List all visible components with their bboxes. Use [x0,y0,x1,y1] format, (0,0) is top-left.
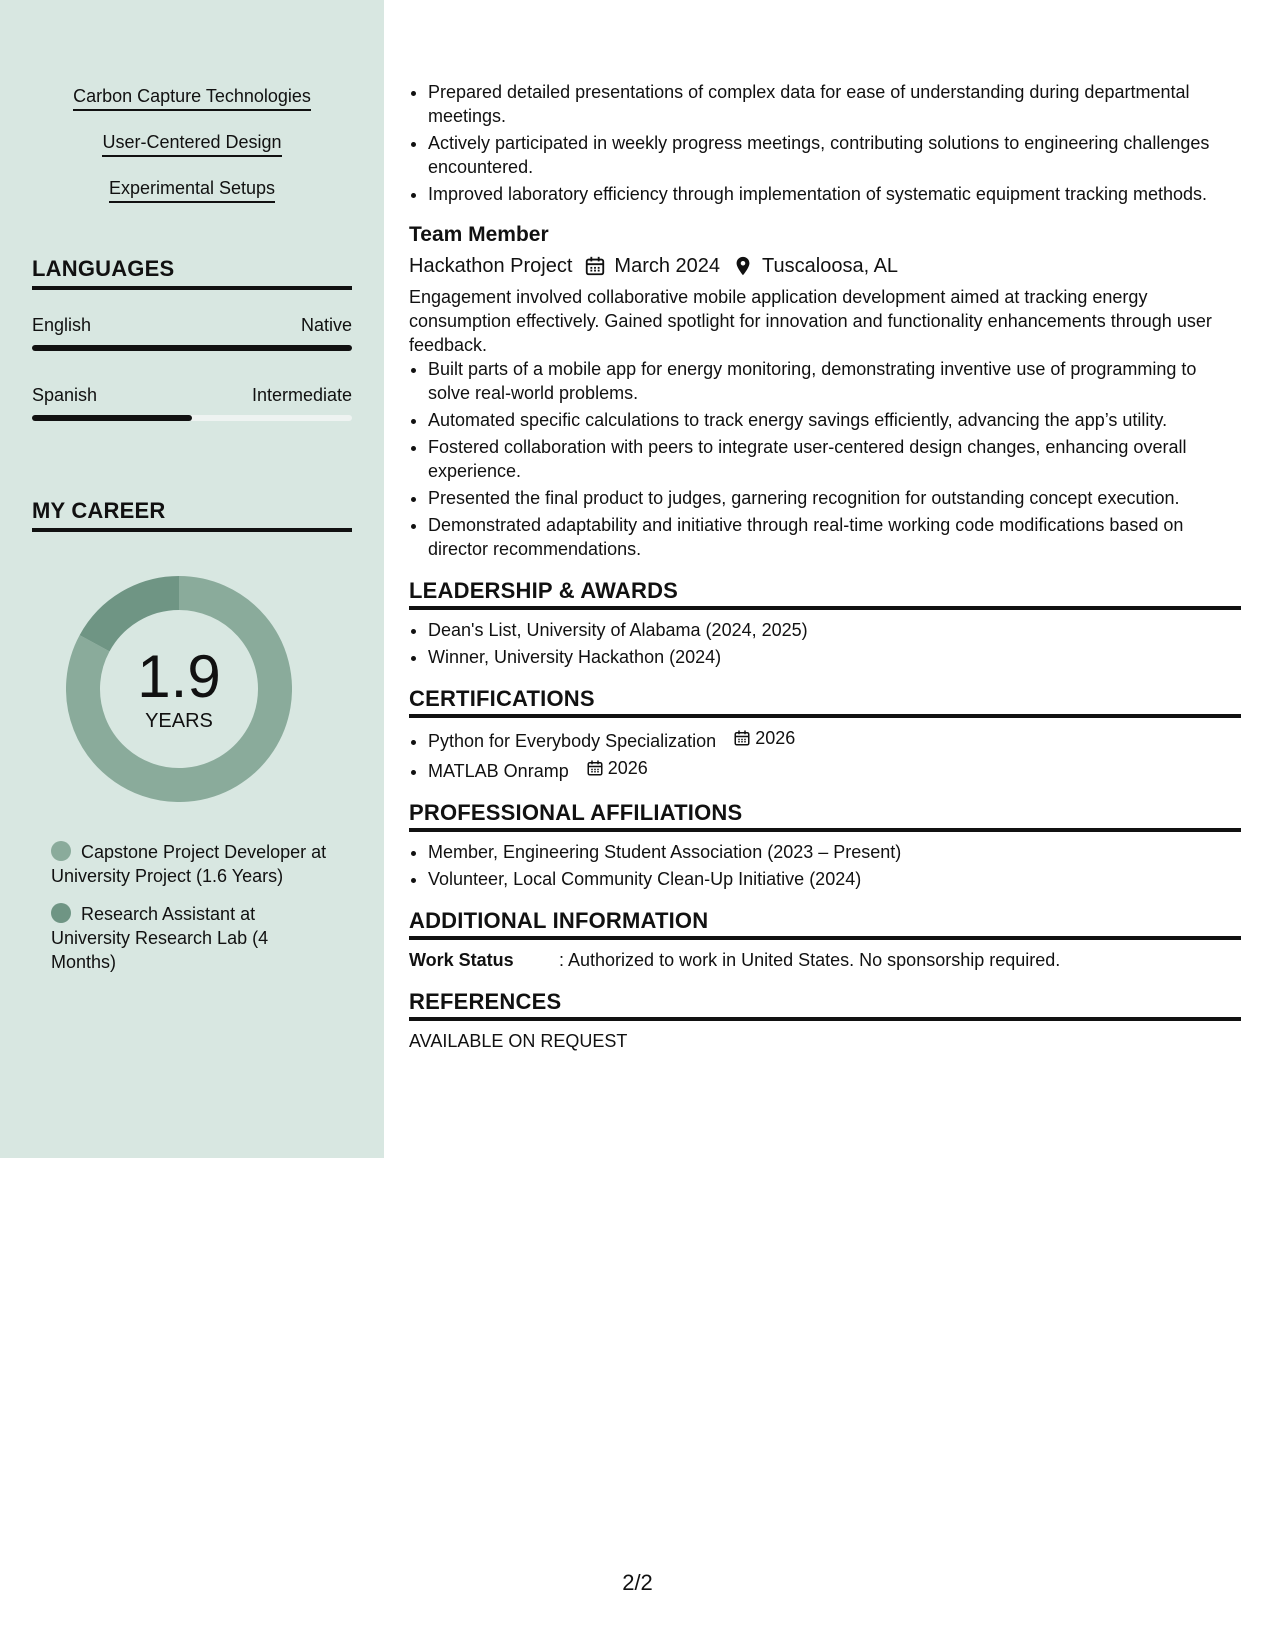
legend-dot [51,903,71,923]
cert-year: 2026 [607,758,648,778]
section-heading-leadership: LEADERSHIP & AWARDS [409,579,1241,610]
job-organization: Hackathon Project [409,255,573,277]
page-number: 2/2 [622,1570,653,1595]
career-legend-label: Research Assistant at University Research Lab (4 Months) [51,904,269,972]
skill-tag: User-Centered Design [102,130,281,157]
list-item: • Fostered collaboration with peers to integrate user-centered design changes, enhancing overall experience. [428,435,1241,483]
list-item: • Winner, University Hackathon (2024) [428,645,1241,669]
language-name: Spanish [32,385,98,405]
section-heading-references: REFERENCES [409,990,1241,1021]
calendar-icon [733,729,751,747]
job-description: Engagement involved collaborative mobile application development aimed at tracking energy consumption effectively. Gained spotlight for innovation and functionality enhancements through user feedback. [409,287,1212,355]
cert-date [733,726,795,750]
list-item: • Prepared detailed presentations of complex data for ease of understanding during departmental meetings. [428,80,1241,128]
legend-dot [51,841,71,861]
job-location: Tuscaloosa, AL [762,255,899,277]
list-item: • Automated specific calculations to track energy savings efficiently, advancing the app’s utility. [428,408,1241,432]
skills-list [0,84,384,222]
work-status-value: : Authorized to work in United States. No sponsorship required. [559,950,1061,970]
cert-year: 2026 [755,728,796,748]
language-english [32,314,352,351]
affiliations-list [409,840,1241,891]
list-item: • Improved laboratory efficiency through implementation of systematic equipment tracking methods. [428,182,1241,206]
list-item: • Dean's List, University of Alabama (2024, 2025) [428,618,1241,642]
leadership-list [409,618,1241,669]
career-donut [66,576,292,802]
language-bar [32,415,352,421]
experience-bullets [409,80,1241,206]
career-total: 1.9 [137,643,221,710]
calendar-icon [586,759,604,777]
main-content [409,80,1241,1053]
cert-date [586,756,648,780]
career-legend-item [51,840,331,888]
certifications-list [409,726,1241,783]
language-bar-fill [32,345,352,351]
language-level: Intermediate [251,385,352,405]
section-heading-affiliations: PROFESSIONAL AFFILIATIONS [409,801,1241,832]
language-spanish [32,384,352,421]
career-heading: MY CAREER [32,498,352,532]
career-legend-item [51,902,331,974]
list-item: • Built parts of a mobile app for energy monitoring, demonstrating inventive use of programming to solve real-world problems. [428,357,1241,405]
list-item: • Actively participated in weekly progress meetings, contributing solutions to engineering challenges encountered. [428,131,1241,179]
list-item: • Member, Engineering Student Association (2023 – Present) [428,840,1241,864]
work-status-row [409,948,1241,972]
language-bar-fill [32,415,192,421]
job-bullets [409,357,1241,561]
language-level: Native [300,315,352,335]
location-pin-icon [732,255,754,277]
cert-name: MATLAB Onramp [428,761,569,781]
language-bar [32,345,352,351]
references-text: AVAILABLE ON REQUEST [409,1031,628,1051]
list-item: • Volunteer, Local Community Clean-Up Initiative (2024) [428,867,1241,891]
list-item: • Presented the final product to judges, garnering recognition for outstanding concept execution. [428,486,1241,510]
section-heading-additional-info: ADDITIONAL INFORMATION [409,909,1241,940]
cert-name: Python for Everybody Specialization [428,731,717,751]
career-unit: YEARS [145,710,213,732]
job-date: March 2024 [614,255,721,277]
languages-heading: LANGUAGES [32,256,352,290]
sidebar [0,0,384,1158]
list-item [428,726,1241,753]
calendar-icon [584,255,606,277]
language-name: English [32,315,92,335]
career-legend-label: Capstone Project Developer at University Project (1.6 Years) [51,842,327,886]
list-item [428,756,1241,783]
job-meta [409,252,1241,280]
list-item: • Demonstrated adaptability and initiative through real-time working code modifications based on director recommendations. [428,513,1241,561]
work-status-label: Work Status [409,950,514,970]
skill-tag: Carbon Capture Technologies [73,84,311,111]
section-heading-certifications: CERTIFICATIONS [409,687,1241,718]
career-donut-center [66,576,292,802]
skill-tag: Experimental Setups [109,176,275,203]
job-title: Team Member [409,223,549,246]
